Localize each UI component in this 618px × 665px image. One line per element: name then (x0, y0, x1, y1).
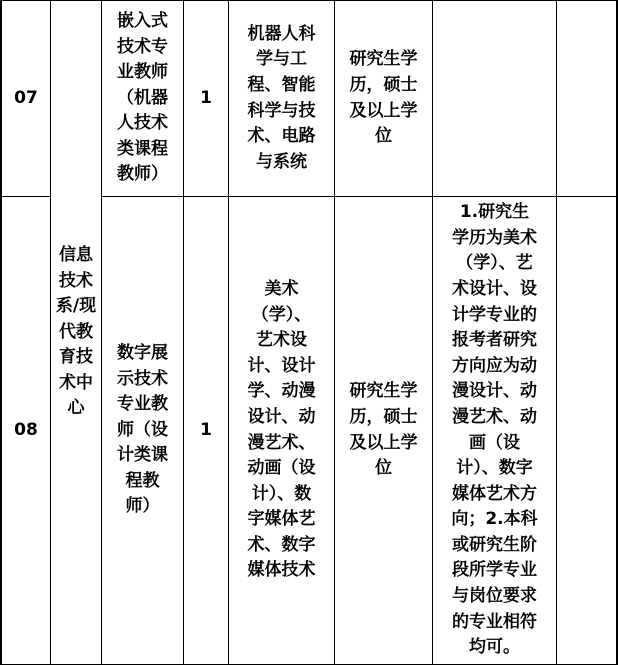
table-row-08-count-cell (184, 197, 228, 664)
row-id: 07 (14, 87, 38, 108)
table-row-07-position-cell (102, 1, 183, 196)
table-row-07-other-cell (433, 1, 556, 196)
department-name: 信息 技术 系/现 代教 育技 术中 心 (55, 244, 97, 419)
row-id: 08 (14, 419, 38, 440)
table-row-08-id-cell (2, 197, 50, 664)
table-row-08-education-cell (335, 197, 432, 664)
other-requirement: 1.研究生 学历为美术 （学）、艺 术设计、设 计学专业的 报考者研究 方向应为动 漫设计、动 漫艺术、动 画（设 计）、数字 媒体艺术方 向；2.本科 或研究生阶 段所学专业 与岗位要求 的专业相符 均可。 (451, 202, 538, 658)
major-requirement: 机器人科 学与工 程、智能 科学与技 术、电路 与系统 (247, 23, 316, 172)
table-row-08-major-cell (229, 197, 334, 664)
col-divider (556, 0, 557, 665)
headcount: 1 (200, 87, 212, 108)
table-row-07-education-cell (335, 1, 432, 196)
education-requirement: 研究生学 历，硕士 及以上学 位 (349, 381, 418, 479)
table-row-08-other-cell (433, 197, 556, 664)
major-requirement: 美术 （学）、 艺术设 计、设计 学、动漫 设计、动 漫艺术、 动画（设 计）、数 字媒体艺 术、数字 媒体技术 (247, 278, 316, 581)
department-cell (51, 1, 101, 664)
table-row-08-position-cell (102, 197, 183, 664)
position-name: 嵌入式 技术专 业教师 （机器 人技术 类课程 教师） (117, 10, 168, 185)
table-row-07-count-cell (184, 1, 228, 196)
education-requirement: 研究生学 历，硕士 及以上学 位 (349, 49, 418, 147)
headcount: 1 (200, 419, 212, 440)
position-name: 数字展 示技术 专业教 师（设 计类课 程教 师） (117, 342, 168, 517)
table-row-07-id-cell (2, 1, 50, 196)
table-row-07-major-cell (229, 1, 334, 196)
